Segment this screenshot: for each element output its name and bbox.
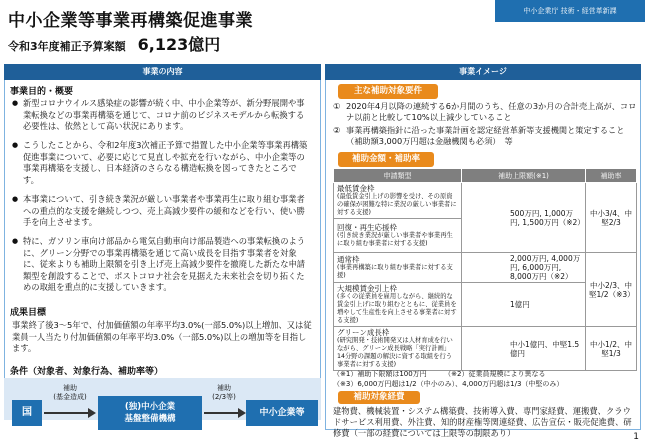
flow-arrow-2: [204, 412, 238, 414]
flow-label-line: (基金造成): [53, 393, 87, 401]
page-number: 1: [633, 432, 639, 442]
table-note: （※3）6,000万円超は1/2（中小のみ）、4,000万円超は1/3（中堅のみ）: [333, 380, 564, 388]
category-desc: (多くの従業員を雇用しながら、継続的な賃金引上げに取り組むとともに、従業員を増やして生産性を向上させる事業者に対する支援): [337, 293, 457, 324]
flow-arrow-1-head: [88, 408, 96, 418]
table-cell-category: [334, 253, 462, 283]
flow-box-sme: 中小企業等: [246, 400, 318, 426]
table-cell-category: [334, 327, 462, 371]
purpose-heading: 事業目的・概要: [10, 87, 74, 97]
agency-badge: 中小企業庁 技術・経営革新課: [495, 0, 645, 22]
purpose-bullet: ● 特に、ガソリン車向け部品から電気自動車向け部品製造への事業転換のように、グリーン分野での事業再構築を通じて高い成長を目指す事業者を対象に、従来よりも補助上限額を引き上げ売上高減少要件を撤廃した新たな申請類型を創設することで、ポストコロナ社会を見据えた未来社会を切り拓くための取組を重点的に支援していきます。: [12, 236, 312, 294]
table-cell-amount: 2,000万円, 4,000万円, 6,000万円, 8,000万円（※2）: [462, 253, 586, 283]
flow-box-line: 基盤整備機構: [124, 414, 176, 424]
category-desc: (研究開発・技術開発又は人材育成を行いながら、グリーン成長戦略「実行計画」14分野の課題の解決に資する取組を行う事業者に対する支援): [337, 337, 453, 368]
flow-label-line: (2/3等): [212, 393, 236, 401]
category-desc: (事業再構築に取り組む事業者に対する支援): [337, 264, 453, 279]
purpose-bullet: ● 新型コロナウイルス感染症の影響が続く中、中小企業等が、新分野展開や事業転換などの事業再構築を通じて、コロナ前のビジネスモデルから転換する必要性は、依然として高い状況にあります。: [12, 98, 312, 133]
requirements-label: 主な補助対象要件: [338, 84, 438, 99]
table-header: 申請類型: [334, 169, 462, 183]
flow-arrow-2-head: [238, 408, 246, 418]
conditions-heading: 条件（対象者、対象行為、補助率等）: [10, 367, 164, 377]
table-cell-category: [334, 219, 462, 253]
table-header: 補助上限額(※1): [462, 169, 586, 183]
requirement-item: [333, 125, 637, 147]
rate-label: 補助金額・補助率: [338, 152, 434, 167]
table-cell-rate: 中小1/2、中堅1/3: [586, 327, 637, 371]
content-panel-title: 事業の内容: [4, 64, 321, 80]
requirement-number: ②: [333, 125, 341, 135]
table-cell-amount: 1億円: [462, 283, 586, 327]
purpose-bullet: ● こうしたことから、令和2年度3次補正予算で措置した中小企業等事業再構築促進事業について、必要に応じて見直しや拡充を行いながら、中小企業等の事業再構築を支援し、日本経済のさらなる構造転換を図ってきたところです。: [12, 140, 312, 186]
table-cell-category: [334, 183, 462, 219]
flow-box-country: 国: [12, 400, 42, 426]
budget-amount: 6,123億円: [137, 35, 221, 54]
category-name: 大規模賃金引上枠: [337, 284, 397, 293]
category-name: 回復・再生応援枠: [337, 223, 397, 232]
table-cell-amount: 中小1億円、中堅1.5億円: [462, 327, 586, 371]
image-panel-title: 事業イメージ: [325, 64, 641, 80]
category-name: グリーン成長枠: [337, 328, 390, 337]
table-row: [334, 327, 637, 371]
table-cell-amount: 500万円, 1,000万円, 1,500万円（※2）: [462, 183, 586, 253]
outcome-text: 事業終了後3～5年で、付加価値額の年率平均3.0%(一部5.0%)以上増加、又は従業員一人当たり付加価値額の年率平均3.0%（一部5.0%)以上の増加等を目指します。: [12, 320, 312, 354]
table-header-row: [334, 169, 637, 183]
expense-label: 補助対象経費: [338, 391, 420, 404]
subsidy-rate-table: [333, 168, 637, 371]
category-desc: (最低賃金引上げの影響を受け、その原資の確保が困難な特に業況の厳しい事業者に対する支援): [337, 193, 457, 216]
requirement-item: [333, 101, 637, 123]
budget-line: [8, 32, 220, 55]
table-cell-rate: 中小3/4、中堅2/3: [586, 183, 637, 253]
requirement-text: 事業再構築指針に沿った事業計画を認定経営革新等支援機関と策定すること（補助額3,000万円超は金融機関も必須） 等: [346, 125, 625, 146]
purpose-bullet: ● 本事業について、引き続き業況が厳しい事業者や事業再生に取り組む事業者への重点的な支援を継続しつつ、売上高減少要件の緩和などを行い、使い勝手を向上させます。: [12, 194, 312, 229]
table-row: [334, 183, 637, 219]
table-row: [334, 253, 637, 283]
flow-label-line: 補助: [63, 384, 77, 392]
page-title: 中小企業等事業再構築促進事業: [8, 11, 253, 31]
requirement-text: 2020年4月以降の連続する6か月間のうち、任意の3か月の合計売上高が、コロナ以前と比較して10%以上減少していること: [346, 101, 637, 122]
expense-text: 建物費、機械装置・システム構築費、技術導入費、専門家経費、運搬費、クラウドサービス利用費、外注費、知的財産権等関連経費、広告宣伝・販売促進費、研修費（一部の経費については上限等の制限あり）: [333, 406, 632, 438]
budget-label: 令和3年度補正予算案額: [8, 40, 126, 53]
flow-arrow-1: [44, 412, 88, 414]
flow-label-subsidy-2: [204, 384, 244, 402]
category-name: 通常枠: [337, 255, 360, 264]
table-note: （※1）補助下限額は100万円 （※2）従業員規模により異なる: [333, 370, 546, 378]
category-desc: (引き続き業況が厳しい事業者や事業再生に取り組む事業者に対する支援): [337, 232, 453, 247]
table-header: 補助率: [586, 169, 637, 183]
category-name: 最低賃金枠: [337, 184, 375, 193]
flow-box-line: (独)中小企業: [124, 402, 176, 412]
flow-label-subsidy-1: [44, 384, 96, 402]
flow-label-line: 補助: [217, 384, 231, 392]
flow-box-smrj: [98, 396, 202, 430]
outcome-heading: 成果目標: [10, 308, 47, 318]
table-cell-category: [334, 283, 462, 327]
requirement-number: ①: [333, 101, 341, 111]
table-cell-rate: 中小2/3、中堅1/2（※3）: [586, 253, 637, 327]
